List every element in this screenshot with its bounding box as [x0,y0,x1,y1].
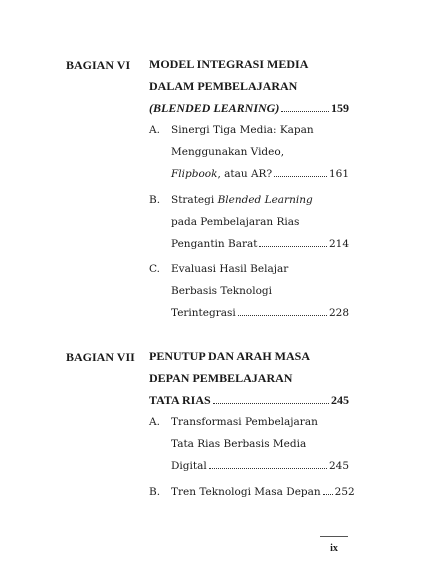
section-label: BAGIAN VII [66,350,135,364]
title-last-line [149,97,349,119]
title-last-text: (BLENDED LEARNING) [149,101,280,115]
page-number: 214 [328,238,349,250]
entry-text: Pengantin Barat [171,238,258,250]
entry-italic: Flipbook [171,168,218,180]
title-last-line [149,389,349,411]
page-number: 245 [331,393,349,407]
leader-dots [274,176,327,177]
page-folio: ix [320,536,348,554]
entry-text: Digital [171,460,207,472]
entry-line: pada Pembelajaran Rias [171,216,300,228]
title-last-text: TATA RIAS [149,393,211,407]
entry-text: Strategi [171,194,215,206]
section-title [149,345,349,411]
entry-last-line [171,163,349,185]
entry-last-line [171,455,349,477]
leader-dots [209,468,327,469]
entry-letter: A. [149,124,160,136]
entry-letter: B. [149,194,161,206]
entry-line: Berbasis Teknologi [171,285,273,297]
leader-dots [281,111,329,112]
entry-line: Menggunakan Video, [171,146,285,158]
entry-letter: C. [149,263,160,275]
entry-line: Evaluasi Hasil Belajar [171,263,289,275]
entry-line: Transformasi Pembelajaran [171,416,318,428]
title-line: MODEL INTEGRASI MEDIA [149,57,309,71]
title-line: PENUTUP DAN ARAH MASA [149,349,311,363]
entry-text: Terintegrasi [171,307,236,319]
page-number: 245 [328,460,349,472]
entry-body [171,481,355,503]
page-number: 252 [334,486,355,498]
entry-body [171,119,349,185]
section-label: BAGIAN VI [66,58,131,72]
title-line: DEPAN PEMBELAJARAN [149,371,293,385]
leader-dots [323,494,333,495]
title-line: DALAM PEMBELAJARAN [149,79,298,93]
entry-body [171,258,349,324]
entry-line [171,189,349,211]
entry-line: Sinergi Tiga Media: Kapan [171,124,314,136]
entry-last-line [171,481,355,503]
entry-text: Tren Teknologi Masa Depan [171,486,321,498]
entry-body [171,189,349,255]
entry-body [171,411,349,477]
leader-dots [213,403,329,404]
leader-dots [259,246,326,247]
page-number: 228 [328,307,349,319]
entry-line: Tata Rias Berbasis Media [171,438,307,450]
entry-last-line [171,302,349,324]
entry-letter: A. [149,416,160,428]
entry-italic: Blended Learning [217,194,313,206]
entry-letter: B. [149,486,161,498]
page-number: 161 [328,168,349,180]
entry-text: , atau AR? [217,168,273,180]
section-title [149,53,349,119]
page-number: 159 [331,101,349,115]
leader-dots [238,315,327,316]
entry-last-line [171,233,349,255]
